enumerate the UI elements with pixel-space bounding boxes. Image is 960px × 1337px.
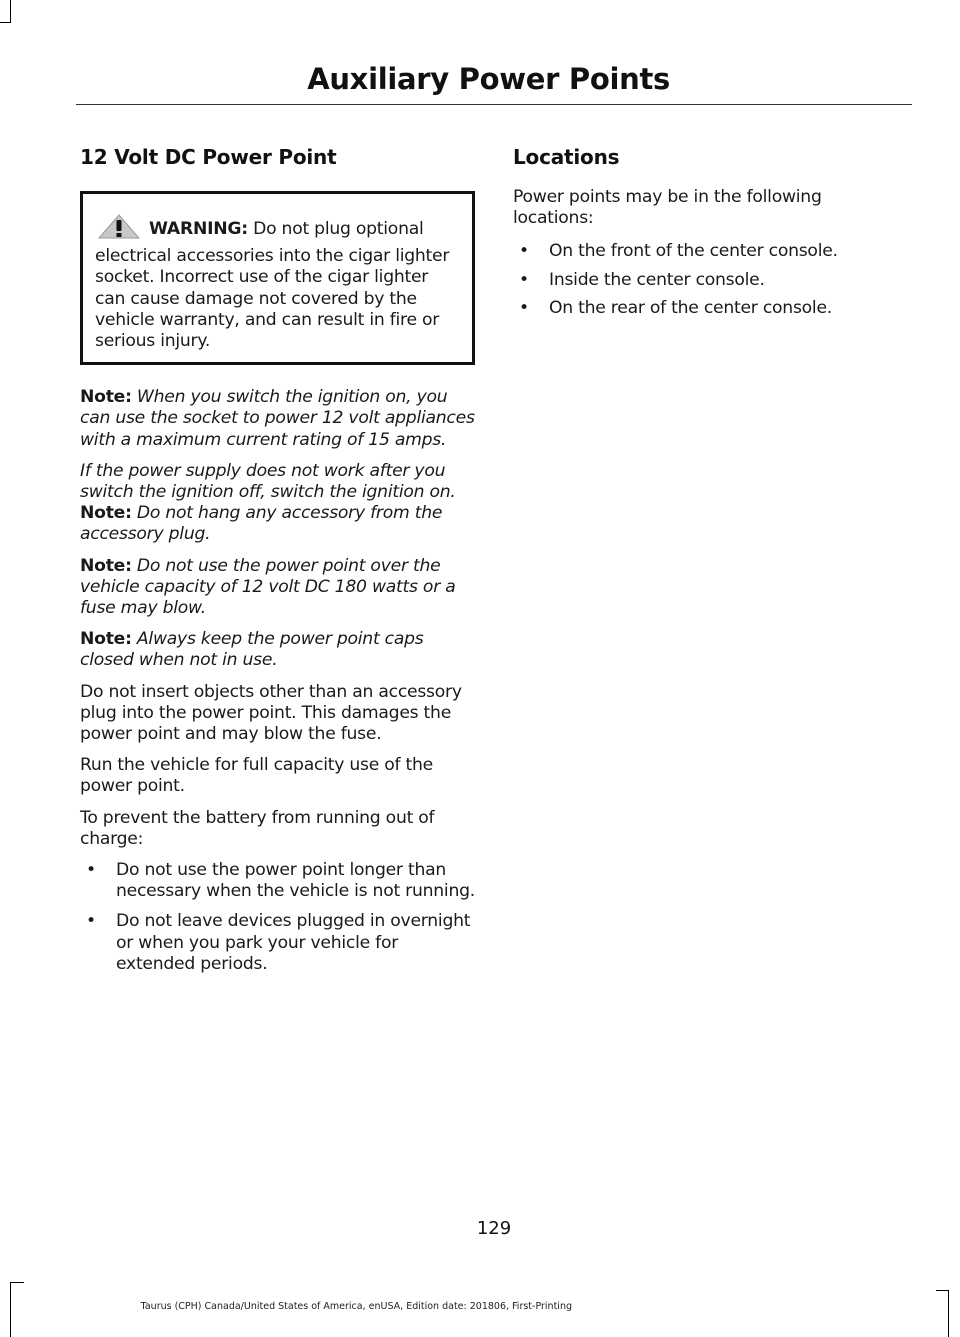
list-item-text: Do not leave devices plugged in overnight or when you park your vehicle for extended periods. bbox=[116, 911, 471, 974]
right-column bbox=[513, 145, 883, 326]
note-text: Do not hang any accessory from the accessory plug. bbox=[80, 503, 443, 545]
list-item bbox=[513, 298, 883, 319]
note-label: Note: bbox=[80, 555, 132, 576]
left-column bbox=[80, 145, 475, 984]
list-item-text: Inside the center console. bbox=[549, 269, 765, 290]
page-title: Auxiliary Power Points bbox=[307, 62, 670, 96]
note-label: Note: bbox=[80, 387, 132, 408]
locations-list bbox=[513, 241, 883, 319]
note-paragraph bbox=[80, 387, 475, 451]
warning-triangle-icon bbox=[95, 214, 145, 246]
note-paragraph bbox=[80, 629, 475, 671]
section-heading-locations: Locations bbox=[513, 145, 620, 169]
locations-intro: Power points may be in the following locations: bbox=[513, 187, 822, 229]
list-item-text: On the rear of the center console. bbox=[549, 297, 832, 318]
body-paragraph: Do not insert objects other than an accessory plug into the power point. This damages the power point and may blow the fuse. bbox=[80, 681, 462, 745]
note-paragraph bbox=[80, 556, 475, 620]
bullet-icon: • bbox=[86, 911, 96, 932]
note-text: Do not use the power point over the vehicle capacity of 12 volt DC 180 watts or a fuse may blow. bbox=[80, 555, 456, 619]
note-label: Note: bbox=[80, 629, 132, 650]
note-text: Always keep the power point caps closed when not in use. bbox=[80, 629, 424, 671]
list-item bbox=[80, 911, 475, 975]
crop-mark bbox=[10, 0, 11, 22]
warning-text: Do not plug optional electrical accessories into the cigar lighter socket. Incorrect use of the cigar lighter can cause damage not covered by the vehicle warranty, and can result in fire or serious injury. bbox=[95, 219, 450, 352]
note-paragraph bbox=[80, 503, 475, 545]
page-number: 129 bbox=[476, 1218, 512, 1239]
list-item bbox=[80, 860, 475, 902]
ignition-paragraph: If the power supply does not work after you switch the ignition off, switch the ignition on. bbox=[80, 460, 456, 503]
crop-mark bbox=[936, 1290, 949, 1291]
warning-box bbox=[80, 191, 475, 365]
list-item bbox=[513, 241, 883, 262]
list-item bbox=[513, 270, 883, 291]
battery-tips-list bbox=[80, 860, 475, 975]
header-divider bbox=[76, 104, 912, 105]
crop-mark bbox=[0, 22, 11, 23]
list-item-text: On the front of the center console. bbox=[549, 241, 838, 262]
list-item-text: Do not use the power point longer than necessary when the vehicle is not running. bbox=[116, 860, 475, 902]
body-paragraph: To prevent the battery from running out of charge: bbox=[80, 807, 435, 849]
bullet-icon: • bbox=[519, 297, 529, 318]
note-label: Note: bbox=[80, 503, 132, 524]
bullet-icon: • bbox=[519, 269, 529, 290]
bullet-icon: • bbox=[519, 241, 529, 262]
crop-mark bbox=[10, 1282, 24, 1283]
section-heading-power-point: 12 Volt DC Power Point bbox=[80, 145, 337, 169]
bullet-icon: • bbox=[86, 860, 96, 881]
crop-mark bbox=[948, 1290, 949, 1337]
warning-label: WARNING: bbox=[149, 219, 248, 239]
note-text: When you switch the ignition on, you can use the socket to power 12 volt appliances with a maximum current rating of 15 amps. bbox=[80, 387, 475, 450]
body-paragraph: Run the vehicle for full capacity use of the power point. bbox=[80, 755, 433, 797]
footer-text: Taurus (CPH) Canada/United States of America, enUSA, Edition date: 201806, First-Printing bbox=[140, 1301, 572, 1312]
